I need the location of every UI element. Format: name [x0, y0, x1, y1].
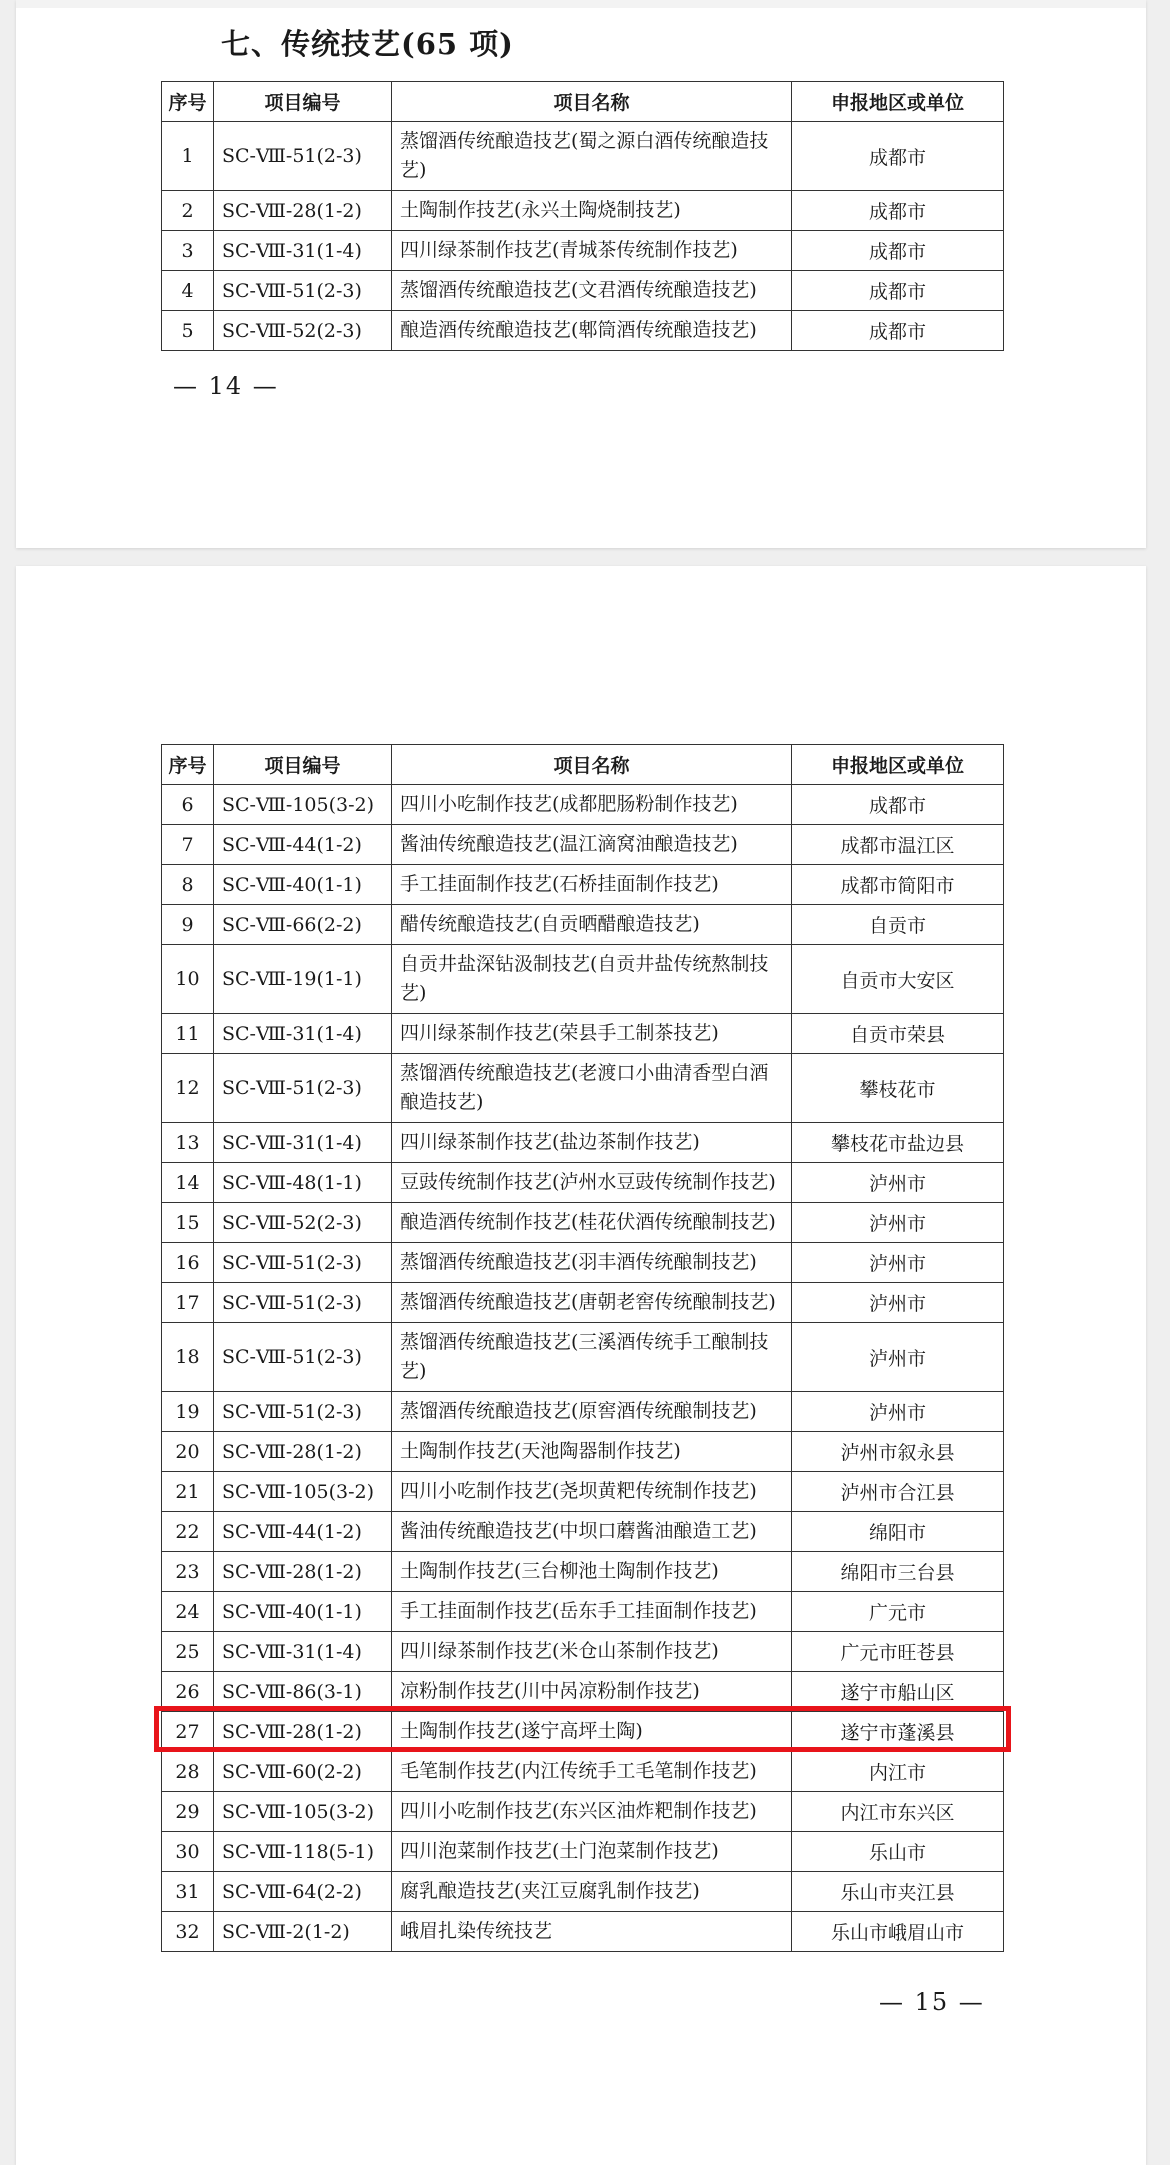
row-number: 17: [162, 1283, 214, 1323]
project-name: 腐乳酿造技艺(夹江豆腐乳制作技艺): [392, 1872, 792, 1912]
project-code: SC-Ⅷ-105(3-2): [214, 1472, 392, 1512]
region: 广元市旺苍县: [792, 1632, 1004, 1672]
region: 成都市简阳市: [792, 865, 1004, 905]
region: 自贡市大安区: [792, 945, 1004, 1014]
project-name: 酿造酒传统酿造技艺(郫筒酒传统酿造技艺): [392, 311, 792, 351]
project-code: SC-Ⅷ-31(1-4): [214, 1632, 392, 1672]
project-code: SC-Ⅷ-44(1-2): [214, 825, 392, 865]
header-name: 项目名称: [392, 82, 792, 122]
table-row: [162, 1323, 1004, 1392]
row-number: 18: [162, 1323, 214, 1392]
row-number: 1: [162, 122, 214, 191]
row-number: 10: [162, 945, 214, 1014]
project-code: SC-Ⅷ-31(1-4): [214, 231, 392, 271]
project-name: 手工挂面制作技艺(岳东手工挂面制作技艺): [392, 1592, 792, 1632]
highlight-box-row-27: [154, 1706, 1011, 1752]
table-row: [162, 1163, 1004, 1203]
row-number: 16: [162, 1243, 214, 1283]
region: 成都市: [792, 311, 1004, 351]
header-name: 项目名称: [392, 745, 792, 785]
heritage-table-page-15: [161, 744, 1004, 1952]
table-row: [162, 905, 1004, 945]
project-name: 土陶制作技艺(天池陶器制作技艺): [392, 1432, 792, 1472]
project-code: SC-Ⅷ-28(1-2): [214, 1552, 392, 1592]
table-row: [162, 1832, 1004, 1872]
project-code: SC-Ⅷ-51(2-3): [214, 1243, 392, 1283]
document-page-15: [16, 566, 1146, 2165]
region: 成都市: [792, 191, 1004, 231]
region: 成都市: [792, 785, 1004, 825]
region: 自贡市: [792, 905, 1004, 945]
region: 泸州市: [792, 1163, 1004, 1203]
table-row: [162, 825, 1004, 865]
project-code: SC-Ⅷ-60(2-2): [214, 1752, 392, 1792]
row-number: 27: [162, 1712, 214, 1752]
header-area: 申报地区或单位: [792, 82, 1004, 122]
region: 乐山市: [792, 1832, 1004, 1872]
project-code: SC-Ⅷ-52(2-3): [214, 1203, 392, 1243]
table-row: [162, 1872, 1004, 1912]
row-number: 26: [162, 1672, 214, 1712]
region: 泸州市: [792, 1283, 1004, 1323]
row-number: 22: [162, 1512, 214, 1552]
project-name: 四川小吃制作技艺(成都肥肠粉制作技艺): [392, 785, 792, 825]
region: 泸州市: [792, 1243, 1004, 1283]
project-name: 蒸馏酒传统酿造技艺(三溪酒传统手工酿制技艺): [392, 1323, 792, 1392]
table-row: [162, 1792, 1004, 1832]
region: 泸州市: [792, 1203, 1004, 1243]
project-name: 四川绿茶制作技艺(盐边茶制作技艺): [392, 1123, 792, 1163]
project-name: 土陶制作技艺(遂宁高坪土陶): [392, 1712, 792, 1752]
project-code: SC-Ⅷ-51(2-3): [214, 1323, 392, 1392]
project-name: 四川绿茶制作技艺(青城茶传统制作技艺): [392, 231, 792, 271]
project-code: SC-Ⅷ-51(2-3): [214, 271, 392, 311]
region: 遂宁市蓬溪县: [792, 1712, 1004, 1752]
project-code: SC-Ⅷ-40(1-1): [214, 865, 392, 905]
row-number: 7: [162, 825, 214, 865]
project-name: 蒸馏酒传统酿造技艺(原窖酒传统酿制技艺): [392, 1392, 792, 1432]
row-number: 14: [162, 1163, 214, 1203]
project-name: 四川小吃制作技艺(东兴区油炸粑制作技艺): [392, 1792, 792, 1832]
project-name: 土陶制作技艺(三台柳池土陶制作技艺): [392, 1552, 792, 1592]
table-row: [162, 1283, 1004, 1323]
table-row: [162, 785, 1004, 825]
table-row: [162, 1752, 1004, 1792]
region: 遂宁市船山区: [792, 1672, 1004, 1712]
heritage-table-page-14: [161, 81, 1004, 351]
header-code: 项目编号: [214, 745, 392, 785]
project-name: 四川绿茶制作技艺(米仓山茶制作技艺): [392, 1632, 792, 1672]
row-number: 11: [162, 1014, 214, 1054]
row-number: 28: [162, 1752, 214, 1792]
region: 绵阳市: [792, 1512, 1004, 1552]
project-code: SC-Ⅷ-66(2-2): [214, 905, 392, 945]
project-code: SC-Ⅷ-44(1-2): [214, 1512, 392, 1552]
row-number: 12: [162, 1054, 214, 1123]
row-number: 25: [162, 1632, 214, 1672]
table-row: [162, 1592, 1004, 1632]
project-name: 豆豉传统制作技艺(泸州水豆豉传统制作技艺): [392, 1163, 792, 1203]
region: 成都市: [792, 231, 1004, 271]
table-row: [162, 1472, 1004, 1512]
project-name: 自贡井盐深钻汲制技艺(自贡井盐传统熬制技艺): [392, 945, 792, 1014]
project-code: SC-Ⅷ-105(3-2): [214, 1792, 392, 1832]
page-number: — 15 —: [879, 1988, 985, 2016]
row-number: 3: [162, 231, 214, 271]
row-number: 23: [162, 1552, 214, 1592]
row-number: 24: [162, 1592, 214, 1632]
table-row: [162, 1014, 1004, 1054]
project-code: SC-Ⅷ-86(3-1): [214, 1672, 392, 1712]
project-name: 手工挂面制作技艺(石桥挂面制作技艺): [392, 865, 792, 905]
region: 成都市: [792, 122, 1004, 191]
region: 攀枝花市盐边县: [792, 1123, 1004, 1163]
project-code: SC-Ⅷ-64(2-2): [214, 1872, 392, 1912]
table-row: [162, 1912, 1004, 1952]
row-number: 32: [162, 1912, 214, 1952]
region: 泸州市: [792, 1392, 1004, 1432]
project-code: SC-Ⅷ-19(1-1): [214, 945, 392, 1014]
project-name: 酱油传统酿造技艺(温江滴窝油酿造技艺): [392, 825, 792, 865]
row-number: 4: [162, 271, 214, 311]
project-name: 酱油传统酿造技艺(中坝口蘑酱油酿造工艺): [392, 1512, 792, 1552]
row-number: 2: [162, 191, 214, 231]
project-code: SC-Ⅷ-52(2-3): [214, 311, 392, 351]
table-row: [162, 1632, 1004, 1672]
region: 成都市: [792, 271, 1004, 311]
region: 乐山市峨眉山市: [792, 1912, 1004, 1952]
project-name: 四川泡菜制作技艺(土门泡菜制作技艺): [392, 1832, 792, 1872]
region: 自贡市荣县: [792, 1014, 1004, 1054]
region: 泸州市叙永县: [792, 1432, 1004, 1472]
project-code: SC-Ⅷ-28(1-2): [214, 1712, 392, 1752]
row-number: 6: [162, 785, 214, 825]
table-row: [162, 865, 1004, 905]
row-number: 19: [162, 1392, 214, 1432]
table-row: [162, 1123, 1004, 1163]
row-number: 31: [162, 1872, 214, 1912]
project-name: 蒸馏酒传统酿造技艺(老渡口小曲清香型白酒酿造技艺): [392, 1054, 792, 1123]
project-name: 酿造酒传统制作技艺(桂花伏酒传统酿制技艺): [392, 1203, 792, 1243]
project-code: SC-Ⅷ-51(2-3): [214, 122, 392, 191]
table-row: [162, 191, 1004, 231]
region: 泸州市合江县: [792, 1472, 1004, 1512]
row-number: 20: [162, 1432, 214, 1472]
header-no: 序号: [162, 82, 214, 122]
project-code: SC-Ⅷ-51(2-3): [214, 1054, 392, 1123]
table-row: [162, 1243, 1004, 1283]
project-name: 蒸馏酒传统酿造技艺(蜀之源白酒传统酿造技艺): [392, 122, 792, 191]
project-code: SC-Ⅷ-105(3-2): [214, 785, 392, 825]
table-row: [162, 945, 1004, 1014]
row-number: 5: [162, 311, 214, 351]
project-code: SC-Ⅷ-2(1-2): [214, 1912, 392, 1952]
row-number: 29: [162, 1792, 214, 1832]
project-code: SC-Ⅷ-31(1-4): [214, 1014, 392, 1054]
project-name: 峨眉扎染传统技艺: [392, 1912, 792, 1952]
region: 成都市温江区: [792, 825, 1004, 865]
header-no: 序号: [162, 745, 214, 785]
table-row: [162, 1203, 1004, 1243]
table-header-row: [162, 745, 1004, 785]
project-code: SC-Ⅷ-28(1-2): [214, 1432, 392, 1472]
region: 广元市: [792, 1592, 1004, 1632]
table-row: [162, 311, 1004, 351]
table-row: [162, 1552, 1004, 1592]
table-row: [162, 1432, 1004, 1472]
row-number: 15: [162, 1203, 214, 1243]
row-number: 9: [162, 905, 214, 945]
project-name: 凉粉制作技艺(川中呙凉粉制作技艺): [392, 1672, 792, 1712]
row-number: 21: [162, 1472, 214, 1512]
region: 乐山市夹江县: [792, 1872, 1004, 1912]
table-row: [162, 122, 1004, 191]
table-row: [162, 1392, 1004, 1432]
project-name: 蒸馏酒传统酿造技艺(文君酒传统酿造技艺): [392, 271, 792, 311]
row-number: 30: [162, 1832, 214, 1872]
section-title: 七、传统技艺(65 项): [221, 27, 514, 61]
region: 攀枝花市: [792, 1054, 1004, 1123]
table-row: [162, 231, 1004, 271]
table-row: [162, 1054, 1004, 1123]
region: 内江市: [792, 1752, 1004, 1792]
project-code: SC-Ⅷ-31(1-4): [214, 1123, 392, 1163]
project-code: SC-Ⅷ-51(2-3): [214, 1283, 392, 1323]
project-code: SC-Ⅷ-48(1-1): [214, 1163, 392, 1203]
region: 绵阳市三台县: [792, 1552, 1004, 1592]
project-code: SC-Ⅷ-51(2-3): [214, 1392, 392, 1432]
row-number: 8: [162, 865, 214, 905]
region: 泸州市: [792, 1323, 1004, 1392]
project-name: 醋传统酿造技艺(自贡晒醋酿造技艺): [392, 905, 792, 945]
project-name: 蒸馏酒传统酿造技艺(羽丰酒传统酿制技艺): [392, 1243, 792, 1283]
project-name: 四川小吃制作技艺(尧坝黄粑传统制作技艺): [392, 1472, 792, 1512]
project-code: SC-Ⅷ-28(1-2): [214, 191, 392, 231]
project-code: SC-Ⅷ-40(1-1): [214, 1592, 392, 1632]
table-row: [162, 1512, 1004, 1552]
project-code: SC-Ⅷ-118(5-1): [214, 1832, 392, 1872]
page-number: — 14 —: [173, 372, 279, 400]
region: 内江市东兴区: [792, 1792, 1004, 1832]
header-code: 项目编号: [214, 82, 392, 122]
header-area: 申报地区或单位: [792, 745, 1004, 785]
table-header-row: [162, 82, 1004, 122]
table-row: [162, 271, 1004, 311]
project-name: 毛笔制作技艺(内江传统手工毛笔制作技艺): [392, 1752, 792, 1792]
project-name: 土陶制作技艺(永兴土陶烧制技艺): [392, 191, 792, 231]
row-number: 13: [162, 1123, 214, 1163]
document-page-14: [16, 0, 1146, 548]
project-name: 蒸馏酒传统酿造技艺(唐朝老窖传统酿制技艺): [392, 1283, 792, 1323]
project-name: 四川绿茶制作技艺(荣县手工制茶技艺): [392, 1014, 792, 1054]
